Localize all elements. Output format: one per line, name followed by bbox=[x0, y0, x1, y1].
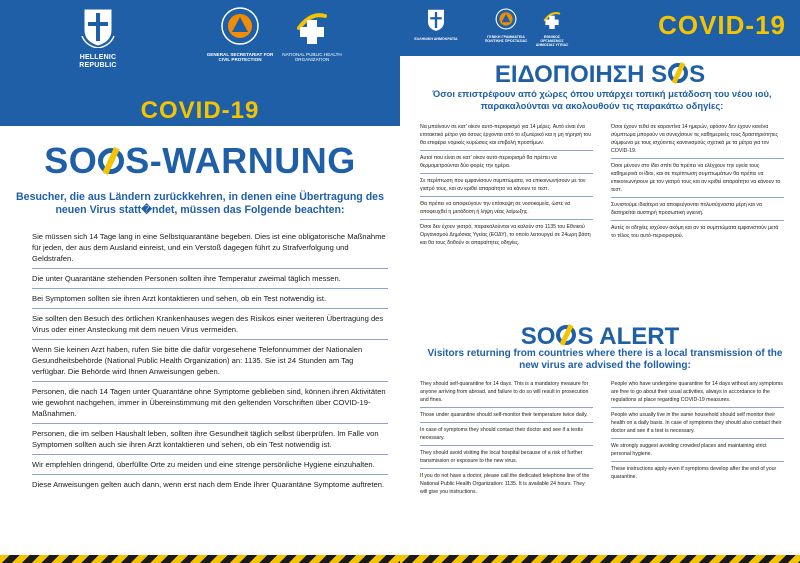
greek-column-2 bbox=[611, 123, 784, 253]
greek-republic-label: ΕΛΛΗΝΙΚΗ ΔΗΜΟΚΡΑΤΙΑ bbox=[414, 37, 458, 41]
list-item: People who have undergone quarantine for 14 days without any symptoms are free to go about their usual activities, always in accordance to the regulations at place regarding COVID-19 measures. bbox=[611, 380, 784, 408]
title-part-2: S-WARNUNG bbox=[125, 140, 356, 181]
sos-o-emblem-icon bbox=[556, 325, 576, 345]
english-subtitle: Visitors returning from countries where there is a local transmission of the new virus are advised the following: bbox=[427, 348, 783, 371]
german-instructions-list bbox=[32, 231, 388, 498]
public-health-emblem-icon bbox=[291, 6, 333, 46]
list-item: Όσοι μένουν στο ίδιο σπίτι θα πρέπει να ελέγχουν την υγεία τους καθημερινά οι ίδιοι, και σε περίπτωση συμπτωμάτων θα πρέπει να επικοινωνήσουν με τον γιατρό τους και αν κριθεί απαραίτητο να κάνουν το τεστ. bbox=[611, 162, 784, 198]
sos-o-emblem-icon bbox=[98, 148, 124, 174]
greek-instructions bbox=[420, 123, 784, 253]
hazard-stripe bbox=[0, 555, 400, 563]
list-item: Diese Anweisungen gelten auch dann, wenn erst nach dem Ende Ihrer Quarantäne Symptome auftreten. bbox=[32, 480, 385, 489]
greek-republic-logo bbox=[412, 8, 460, 42]
list-item: Σε περίπτωση που εμφανίσουν συμπτώματα, να επικοινωνήσουν με τον γιατρό τους, και αν κριθεί απαραίτητο να κάνουν το τεστ. bbox=[420, 177, 593, 197]
list-item: Όσοι έχουν τεθεί σε καραντίνα 14 ημερών, εφόσον δεν έχουν κανένα σύμπτωμα μπορούν να συνεχίσουν τις καθημερινές τους δραστηριότητες σύμφωνα με τους ισχύοντες κανονισμούς σχετικά με τα μέτρα για τον COVID-19. bbox=[611, 123, 784, 159]
hellenic-republic-logo bbox=[62, 6, 134, 70]
greek-subtitle: Όσοι επιστρέφουν από χώρες όπου υπάρχει τοπική μετάδοση του νέου ιού, παρακαλούνται να ακολουθούν τις παρακάτω οδηγίες: bbox=[432, 88, 772, 111]
right-logos bbox=[408, 8, 578, 48]
list-item: Die unter Quarantäne stehenden Personen sollten ihre Temperatur zweimal täglich messen. bbox=[32, 273, 388, 289]
right-covid-banner: COVID-19 bbox=[658, 10, 786, 40]
list-item: These instructions apply even if symptoms develop after the end of your quarantine. bbox=[611, 466, 777, 480]
public-health-emblem-icon bbox=[540, 8, 564, 30]
civil-protection-emblem-icon bbox=[495, 8, 517, 30]
civil-protection-emblem-icon bbox=[220, 6, 260, 46]
greek-gscp-label: ΓΕΝΙΚΗ ΓΡΑΜΜΑΤΕΙΑ ΠΟΛΙΤΙΚΗΣ ΠΡΟΣΤΑΣΙΑΣ bbox=[484, 35, 528, 43]
list-item: Wir empfehlen dringend, überfüllte Orte zu meiden und eine strenge persönliche Hygiene einzuhalten. bbox=[32, 459, 388, 475]
greek-civil-protection-logo bbox=[484, 8, 528, 44]
list-item: Όσοι δεν έχουν γιατρό, παρακαλούνται να καλούν στο 1135 του Εθνικού Οργανισμού Δημόσιας Υγείας (ΕΟΔΥ), το οποίο λειτουργεί σε 24ωρη βάση και θα τους δοθούν οι απαραίτητες οδηγίες. bbox=[420, 224, 591, 246]
nphao-label: NATIONAL PUBLIC HEALTH ORGANIZATION bbox=[282, 52, 342, 63]
list-item: We strongly suggest avoiding crowded places and maintaining strict personal hygiene. bbox=[611, 442, 784, 462]
list-item: Bei Symptomen sollten sie ihren Arzt kontaktieren und sehen, ob ein Test notwendig ist. bbox=[32, 293, 388, 309]
eody-label: ΕΘΝΙΚΟΣ ΟΡΓΑΝΙΣΜΟΣ ΔΗΜΟΣΙΑΣ ΥΓΕΙΑΣ bbox=[535, 35, 569, 47]
list-item: Personen, die nach 14 Tagen unter Quarantäne ohne Symptome geblieben sind, können ihren Aktivitäten wie gewohnt nachgehen, immer in Übereinstimmung mit den geltenden Vorschriften über COVID-19-Maßnahmen. bbox=[32, 386, 388, 424]
sos-warnung-title bbox=[0, 140, 400, 182]
list-item: Those under quarantine should self-monitor their temperature twice daily. bbox=[420, 411, 593, 423]
title-part-1: SO bbox=[44, 140, 98, 181]
greek-english-page bbox=[400, 0, 800, 563]
list-item: Θα πρέπει να αποφεύγουν την επίσκεψη σε νοσοκομεία, ώστε να αποφευχθεί η μετάδοση ή λήψη νέας λοίμωξης. bbox=[420, 200, 593, 220]
public-health-logo bbox=[282, 6, 342, 63]
list-item: Αυτοί που είναι σε κατ' οίκον αυτό-περιορισμό θα πρέπει να θερμομετρούνται δύο φορές την ημέρα. bbox=[420, 154, 593, 174]
coat-of-arms-icon bbox=[426, 8, 446, 32]
sos-o-emblem-icon bbox=[668, 63, 688, 83]
list-item: Αυτές οι οδηγίες ισχύουν ακόμη και αν τα συμπτώματα εμφανιστούν μετά το τέλος του αυτό-περιορισμού. bbox=[611, 225, 779, 239]
hazard-stripe bbox=[400, 555, 800, 563]
list-item: They should self-quarantine for 14 days. This is a mandatory measure for anyone arriving from abroad, and failure to do so will result in prosecution and fines. bbox=[420, 380, 593, 408]
gscp-label: GENERAL SECRETARIAT FOR CIVIL PROTECTION bbox=[206, 52, 274, 63]
english-column-2 bbox=[611, 380, 784, 502]
list-item: If you do not have a doctor, please call the dedicated telephone line of the National Public Health Organization: 1135. It is available 24 hours. They will give you instructions. bbox=[420, 473, 590, 495]
english-column-1 bbox=[420, 380, 593, 502]
right-header-band bbox=[400, 0, 800, 56]
eody-logo bbox=[532, 8, 572, 48]
left-header-band bbox=[0, 0, 400, 96]
hellenic-republic-label: HELLENIC REPUBLIC bbox=[79, 54, 117, 70]
civil-protection-logo bbox=[204, 6, 276, 63]
list-item: They should avoid visiting the local hospital because of a risk of further transmission or exposure to the new virus. bbox=[420, 449, 593, 469]
greek-column-1 bbox=[420, 123, 593, 253]
list-item: Sie müssen sich 14 Tage lang in eine Selbstquarantäne begeben. Dies ist eine obligatorische Maßnahme für jeden, der aus dem Ausland einreist, und ein Verstoß dagegen führt zu Strafverfolgung und Geldstrafen. bbox=[32, 231, 388, 269]
title-part-2: S bbox=[689, 61, 706, 88]
english-instructions bbox=[420, 380, 784, 502]
alert-part-1: SO bbox=[520, 323, 556, 350]
list-item: Συνιστούμε ιδιαίτερα να αποφεύγονται πολυσύχναστα μέρη και να διατηρείται αυστηρή προσωπική υγιεινή. bbox=[611, 201, 784, 221]
german-subtitle: Besucher, die aus Ländern zurückkehren, in denen eine Übertragung des neuen Virus statt�ndet, müssen das Folgende beachten: bbox=[16, 191, 384, 216]
title-part-1: ΕΙΔΟΠΟΙΗΣΗ S bbox=[494, 61, 668, 88]
list-item: Να μπαίνουν σε κατ' οίκον αυτό-περιορισμό για 14 μέρες. Αυτό είναι ένα επιτακτικό μέτρο για όσους έρχονται από το εξωτερικό και η μη τήρησή του θα επιφέρει νομικές κυρώσεις και επιβολή προστίμων. bbox=[420, 123, 593, 151]
list-item: People who usually live in the same household should self monitor their health on a daily basis. In case of symptoms they should also contact their doctor and see if a test is necessary. bbox=[611, 411, 784, 439]
list-item: Sie sollten den Besuch des örtlichen Krankenhauses wegen des Risikos einer weiteren Übertragung des Virus oder einer Ansteckung mit dem neuen Virus vermeiden. bbox=[32, 313, 388, 340]
alert-part-2: S ALERT bbox=[577, 323, 680, 350]
list-item: Personen, die im selben Haushalt leben, sollten ihre Gesundheit täglich selbst überprüfen. Im Falle von Symptomen sollten auch sie ihren Arzt kontaktieren und sehen, ob ein Test notwendig ist. bbox=[32, 428, 388, 455]
list-item: In case of symptoms they should contact their doctor and see if a testis necessary. bbox=[420, 426, 593, 446]
sos-alert-title bbox=[400, 323, 800, 351]
coat-of-arms-icon bbox=[81, 6, 115, 48]
list-item: Wenn Sie keinen Arzt haben, rufen Sie bitte die dafür vorgesehene Telefonnummer der Nationalen Gesundheitsbehörde (National Public Health Organization) an: 1135. Sie ist 24 Stunden am Tag verfügbar. Die Behörde wird Ihnen Anweisungen geben. bbox=[32, 344, 388, 382]
greek-sos-title bbox=[400, 61, 800, 89]
left-covid-banner: COVID-19 bbox=[0, 96, 400, 126]
